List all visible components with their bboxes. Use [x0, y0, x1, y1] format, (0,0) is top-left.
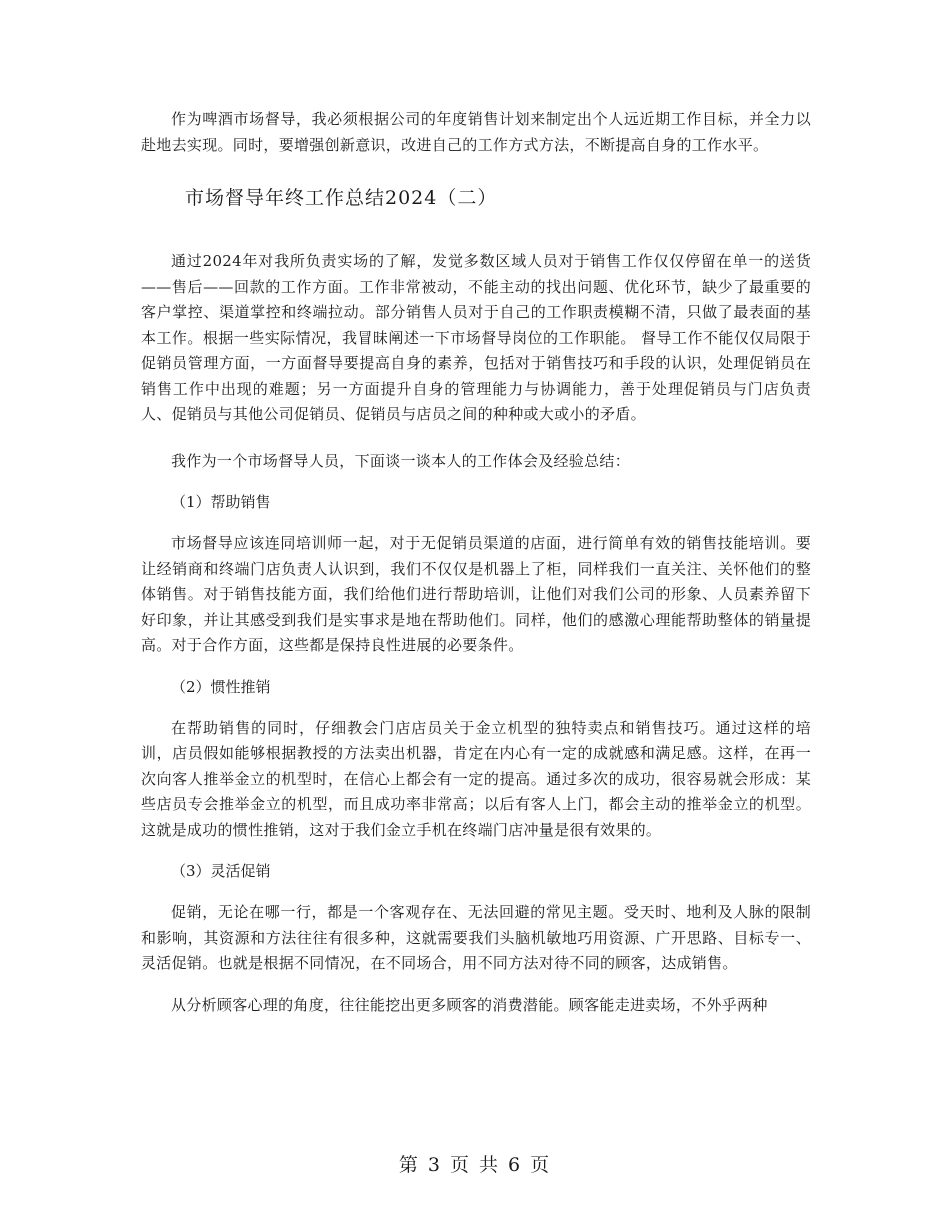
- paragraph-intro: 作为啤酒市场督导，我必须根据公司的年度销售计划来制定出个人远近期工作目标，并全力以赴地去实现。同时，要增强创新意识，改进自己的工作方式方法，不断提高自身的工作水平。: [141, 110, 811, 154]
- paragraph-overview: 通过2024年对我所负责实场的了解，发觉多数区域人员对于销售工作仅仅停留在单一的送货——售后——回款的工作方面。工作非常被动，不能主动的找出问题、优化环节，缺少了最重要的客户掌控、渠道掌控和终端拉动。部分销售人员对于自己的工作职责模糊不清，只做了最表面的基本工作。根据一些实际情况，我冒昧阐述一下市场督导岗位的工作职能。 督导工作不能仅仅局限于促销员管理方面，一方面督导要提高自身的素养，包括对于销售技巧和手段的认识，处理促销员在销售工作中出现的难题；另一方面提升自身的管理能力与协调能力，善于处理促销员与门店负责人、促销员与其他公司促销员、促销员与店员之间的种种或大或小的矛盾。: [141, 252, 811, 423]
- subheading-help-sales: （1）帮助销售: [171, 493, 271, 511]
- subheading-flexible-promo: （3）灵活促销: [171, 862, 271, 880]
- paragraph-flexible-promo: 促销，无论在哪一行，都是一个客观存在、无法回避的常见主题。受天时、地利及人脉的限制和影响，其资源和方法往往有很多种，这就需要我们头脑机敏地巧用资源、广开思路、目标专一、灵活促销。也就是根据不同情况，在不同场合，用不同方法对待不同的顾客，达成销售。: [141, 903, 811, 972]
- paragraph-habit-sales: 在帮助销售的同时，仔细教会门店店员关于金立机型的独特卖点和销售技巧。通过这样的培训，店员假如能够根据教授的方法卖出机器，肯定在内心有一定的成就感和满足感。这样，在再一次向客人推举金立的机型时，在信心上都会有一定的提高。通过多次的成功，很容易就会形成：某些店员专会推举金立的机型，而且成功率非常高；以后有客人上门，都会主动的推举金立的机型。这就是成功的惯性推销，这对于我们金立手机在终端门店冲量是很有效果的。: [141, 718, 811, 839]
- paragraph-help-sales: 市场督导应该连同培训师一起，对于无促销员渠道的店面，进行简单有效的销售技能培训。要让经销商和终端门店负责人认识到，我们不仅仅是机器上了柜，同样我们一直关注、关怀他们的整体销售。对于销售技能方面，我们给他们进行帮助培训，让他们对我们公司的形象、人员素养留下好印象，并让其感受到我们是实事求是地在帮助他们。同样，他们的感激心理能帮助整体的销量提高。对于合作方面，这些都是保持良性进展的必要条件。: [141, 534, 811, 654]
- subheading-habit-sales: （2）惯性推销: [171, 677, 271, 696]
- paragraph-customer-psychology: 从分析顾客心理的角度，往往能挖出更多顾客的消费潜能。顾客能走进卖场，不外乎两种: [171, 995, 768, 1014]
- page-number-footer: 第 3 页 共 6 页: [398, 1154, 552, 1176]
- section-title: 市场督导年终工作总结2024（二）: [185, 187, 498, 209]
- paragraph-summary-lead: 我作为一个市场督导人员，下面谈一谈本人的工作体会及经验总结：: [171, 451, 631, 470]
- document-body: [141, 107, 811, 1018]
